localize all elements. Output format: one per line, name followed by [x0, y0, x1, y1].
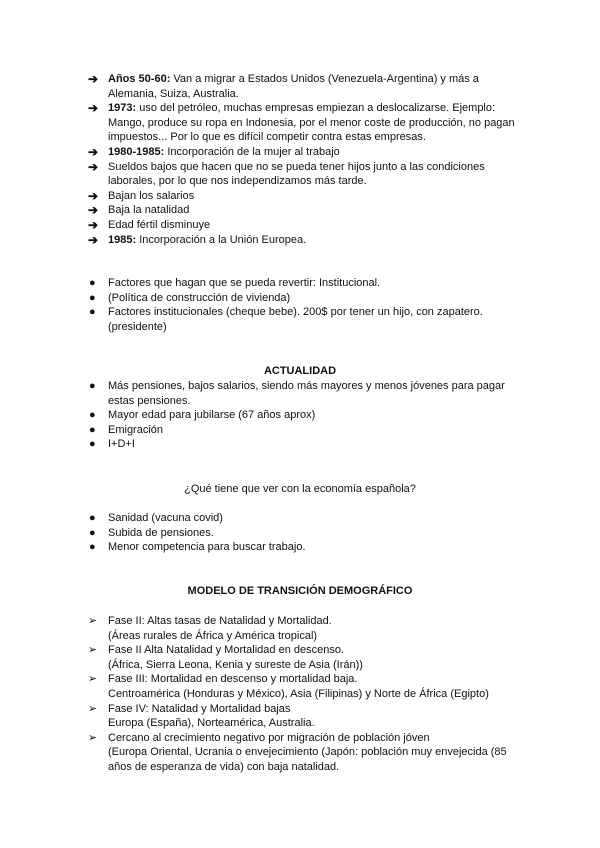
factors-list [88, 276, 528, 334]
list-item [88, 540, 528, 555]
list-item [88, 189, 528, 204]
list-item [88, 276, 528, 291]
factor-text: Factores que hagan que se pueda revertir: Institucional. [108, 277, 381, 289]
arrowhead-icon: ➢ [88, 731, 98, 744]
phase-detail: (Europa Oriental, Ucrania o envejecimiento (Japón: población muy envejecida (85 años de esperanza de vida) con baja natalidad. [108, 746, 507, 773]
arrow-icon: ➔ [88, 217, 99, 232]
list-item [88, 160, 528, 189]
timeline-text: Bajan los salarios [108, 189, 195, 202]
bullet-icon: ● [89, 277, 96, 289]
list-item [88, 72, 528, 101]
bullet-icon: ● [89, 306, 96, 319]
list-item [88, 526, 528, 541]
phase-detail: Europa (España), Norteamérica, Australia. [108, 717, 315, 730]
list-item [88, 379, 528, 408]
list-item [88, 101, 528, 145]
timeline-text: Van a migrar a Estados Unidos (Venezuela-Argentina) y más a Alemania, Suiza, Australia. [108, 73, 479, 100]
phase-detail: Centroamérica (Honduras y México), Asia (Filipinas) y Norte de África (Egipto) [108, 687, 489, 700]
list-item [88, 305, 528, 334]
bullet-icon: ● [89, 409, 96, 422]
arrow-icon: ➔ [88, 159, 99, 174]
phase-title: Fase IV: Natalidad y Mortalidad bajas [108, 702, 291, 715]
timeline-text: Edad fértil disminuye [108, 218, 211, 231]
timeline-text: Baja la natalidad [108, 204, 190, 217]
economia-question: ¿Qué tiene que ver con la economía española? [184, 483, 416, 495]
bullet-icon: ● [89, 380, 96, 392]
phase-detail: (África, Sierra Leona, Kenia y sureste de Asia (Irán)) [108, 658, 363, 671]
economia-text: Sanidad (vacuna covid) [108, 512, 223, 524]
actualidad-heading: ACTUALIDAD [263, 365, 337, 377]
list-item [88, 731, 528, 775]
factor-text: Factores institucionales (cheque bebe). 200$ por tener un hijo, con zapatero.(presidente) [108, 306, 483, 333]
list-item [88, 702, 528, 731]
timeline-list [88, 72, 528, 247]
timeline-label: 1980-1985: [108, 145, 165, 158]
arrow-icon: ➔ [88, 188, 99, 203]
phase-title: Fase II: Altas tasas de Natalidad y Mortalidad. [108, 615, 332, 627]
list-item [88, 511, 528, 526]
phase-title: Fase II Alta Natalidad y Mortalidad en descenso. [108, 644, 345, 657]
actualidad-text: Mayor edad para jubilarse (67 años aprox) [108, 409, 316, 422]
bullet-icon: ● [89, 526, 96, 539]
list-item [88, 291, 528, 306]
actualidad-text: I+D+I [108, 438, 135, 451]
arrow-icon: ➔ [88, 232, 99, 247]
actualidad-text: Emigración [108, 423, 164, 436]
arrow-icon: ➔ [88, 203, 99, 218]
modelo-heading: MODELO DE TRANSICIÓN DEMOGRÁFICO [187, 585, 413, 597]
bullet-icon: ● [89, 423, 96, 436]
timeline-label: 1985: [108, 233, 137, 246]
bullet-icon: ● [89, 438, 96, 451]
arrowhead-icon: ➢ [88, 644, 98, 657]
list-item [88, 672, 528, 701]
economia-text: Menor competencia para buscar trabajo. [108, 541, 306, 554]
list-item [88, 437, 528, 452]
timeline-text: uso del petróleo, muchas empresas empiezan a deslocalizarse. Ejemplo: Mango, produce su ropa en Indonesia, por el menor coste de producción, no pagan impuestos... Por lo que es difícil competir contra estas empresas. [108, 102, 515, 144]
phase-title: Fase III: Mortalidad en descenso y mortalidad baja. [108, 673, 358, 686]
arrow-icon: ➔ [88, 144, 99, 159]
timeline-text: Incorporación de la mujer al trabajo [164, 145, 340, 158]
list-item [88, 408, 528, 423]
list-item [88, 203, 528, 218]
bullet-icon: ● [89, 512, 96, 524]
arrowhead-icon: ➢ [88, 673, 98, 686]
bullet-icon: ● [89, 541, 96, 554]
timeline-text: Sueldos bajos que hacen que no se pueda tener hijos junto a las condiciones laborales, por lo que nos independizamos más tarde. [108, 160, 485, 188]
arrow-icon: ➔ [88, 72, 99, 86]
economia-list [88, 511, 528, 555]
arrowhead-icon: ➢ [88, 615, 98, 627]
arrowhead-icon: ➢ [88, 702, 98, 715]
phase-detail: (Áreas rurales de África y América tropical) [108, 629, 318, 642]
list-item [88, 423, 528, 438]
timeline-text: Incorporación a la Unión Europea. [136, 233, 307, 246]
modelo-list [88, 614, 528, 775]
timeline-label: Años 50-60: [108, 73, 171, 85]
phase-title: Cercano al crecimiento negativo por migración de población jóven [108, 731, 430, 744]
list-item [88, 643, 528, 672]
bullet-icon: ● [89, 291, 96, 304]
list-item [88, 145, 528, 160]
list-item [88, 233, 528, 248]
timeline-label: 1973: [108, 102, 137, 115]
arrow-icon: ➔ [88, 101, 99, 116]
factor-text: (Política de construcción de vivienda) [108, 291, 291, 304]
actualidad-text: Más pensiones, bajos salarios, siendo más mayores y menos jóvenes para pagar estas pensiones. [108, 380, 505, 407]
list-item [88, 614, 528, 643]
list-item [88, 218, 528, 233]
actualidad-list [88, 379, 528, 452]
economia-text: Subida de pensiones. [108, 526, 214, 539]
